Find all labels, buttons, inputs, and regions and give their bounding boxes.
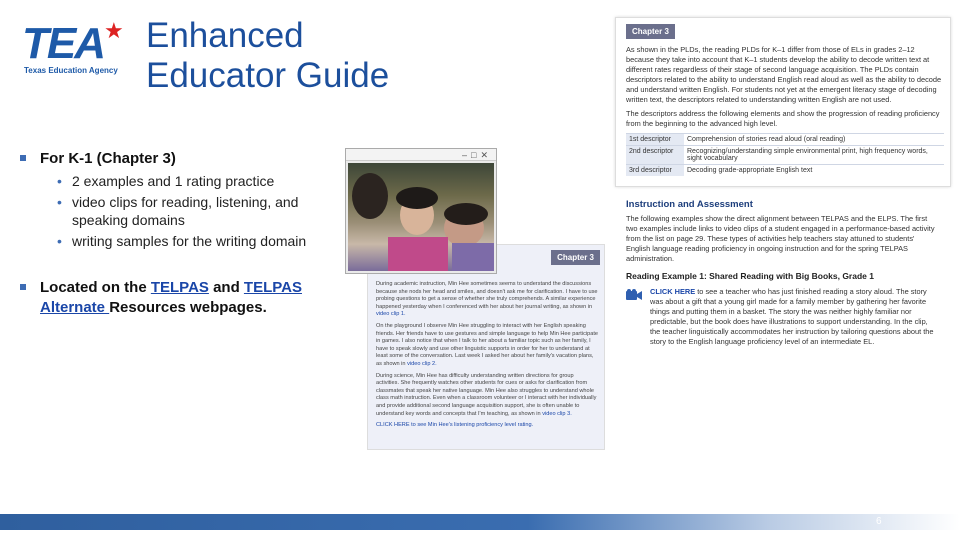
rating-link[interactable]: CLICK HERE to see Min Hee's listening proficiency level rating.	[376, 422, 534, 429]
notes-span: On the playground I observe Min Hee struggling to interact with her English speaking friends. Her friends have to use gestures and simple language to help Min Hee participate in games. I also notice that when I talk to her about a familiar topic such as her family, I have to speak slowly and use other linguistic supports in order for her to understand at least some of the conversation. Last week I asked her about her family's vacation plans, as shown in	[376, 322, 599, 367]
bullet-square-icon	[20, 155, 26, 161]
click-here-link[interactable]: CLICK HERE	[650, 287, 696, 296]
chapter-tag: Chapter 3	[626, 24, 675, 39]
bullet-text-mid: and	[208, 279, 244, 296]
slide-title	[146, 16, 466, 96]
instruction-section	[626, 199, 938, 264]
video-clip-link[interactable]: video clip 1.	[376, 311, 406, 318]
table-row	[626, 146, 944, 165]
example-body	[626, 287, 938, 347]
video-camera-icon[interactable]	[626, 289, 642, 301]
student-figure	[388, 237, 448, 271]
bullet-text-post: Resources webpages.	[109, 299, 267, 316]
notes-para	[376, 281, 598, 319]
footer-bar	[0, 514, 960, 530]
logo-subtitle: Texas Education Agency	[24, 66, 118, 75]
example-title: Reading Example 1: Shared Reading with Big Books, Grade 1	[626, 271, 874, 281]
page-number: 6	[876, 516, 882, 527]
bullet-dot-icon: •	[57, 194, 62, 210]
section-heading: Instruction and Assessment	[626, 199, 753, 210]
example-text: to see a teacher who has just finished reading a story aloud. The story was about a gift that a young girl made for a family member by gathering her favorite things and putting them in a basket. The story the was neither highly familiar nor predictable, but the book does have illustrations to support understanding. In the clip, the teacher linguistically accommodates her instruction by tailoring questions about the story to the English language proficiency level of an intermediate EL.	[650, 287, 934, 346]
doc-para: The descriptors address the following elements and show the progression of reading proficiency from the beginning to the advanced high level.	[626, 109, 940, 128]
bullet-dot-icon: •	[57, 173, 62, 189]
sub-bullet	[20, 193, 350, 229]
table-row	[626, 134, 944, 146]
table-row	[626, 165, 944, 177]
title-line-2: Educator Guide	[146, 56, 390, 95]
telpas-alternate-link[interactable]: TELPAS Alternate	[40, 279, 302, 316]
notes-para	[376, 373, 598, 419]
bullet-item	[20, 278, 350, 318]
bullet-square-icon	[20, 284, 26, 290]
doc-paragraphs	[626, 45, 944, 129]
chapter-tag: Chapter 3	[551, 250, 600, 265]
bullet-dot-icon: •	[57, 233, 62, 249]
bullet-item	[20, 149, 350, 169]
bullet-list	[20, 149, 350, 318]
bullet-text-pre: Located on the	[40, 279, 151, 296]
notes-span: During academic instruction, Min Hee sometimes seems to understand the discussions because she nods her head and smiles, and doesn't ask me for clarification. I have to use probing questions to get a sense of whether she truly comprehends. A similar experience happened yesterday when I conferenced with her about her journal writing, as shown in	[376, 281, 598, 310]
window-controls-icon[interactable]: –□✕	[462, 150, 492, 160]
notes-text	[376, 281, 598, 434]
table-cell: 2nd descriptor	[626, 146, 684, 165]
sub-bullet	[20, 232, 350, 250]
logo-wordmark: TEA	[22, 19, 104, 68]
doc-para: As shown in the PLDs, the reading PLDs for K–1 differ from those of ELs in grades 2–12 because they take into account that K–1 students develop the ability to decode written text at different rates regardless of their stage of second language acquisition. The PLDs contain descriptors related to the ability to understand English read aloud as well as the ability to decode and understand written English. For students not yet at the emergent literacy stage of decoding written text, the descriptors related to understanding written English are not used.	[626, 45, 942, 104]
example-para	[626, 287, 938, 347]
star-icon: ★	[104, 18, 124, 43]
student-figure	[396, 187, 438, 209]
student-figure	[352, 173, 388, 219]
section-para: The following examples show the direct alignment between TELPAS and the ELPS. The first two examples include links to video clips of a student engaged in a performance-based activity from the list on page 29. These types of activities help teachers stay attuned to students' English language reading proficiency in ongoing instruction and for the spring TELPAS administration.	[626, 214, 935, 263]
video-player-window[interactable]	[345, 148, 497, 274]
chapter-page-screenshot	[615, 17, 951, 187]
sub-bullet-text: 2 examples and 1 rating practice	[72, 173, 275, 189]
table-cell: Decoding grade-appropriate English text	[684, 165, 944, 177]
title-line-1: Enhanced	[146, 16, 304, 55]
table-cell: Recognizing/understanding simple environmental print, high frequency words, sight vocabulary	[684, 146, 944, 165]
tea-logo	[22, 18, 132, 78]
example-section	[626, 271, 938, 281]
table-cell: 1st descriptor	[626, 134, 684, 146]
student-figure	[452, 243, 494, 271]
sub-bullet	[20, 172, 350, 190]
student-notes-screenshot	[367, 244, 605, 450]
classroom-video-frame[interactable]	[348, 163, 494, 271]
bullet-text: For K-1 (Chapter 3)	[40, 150, 176, 167]
table-cell: Comprehension of stories read aloud (oral reading)	[684, 134, 944, 146]
table-cell: 3rd descriptor	[626, 165, 684, 177]
sub-bullet-text: writing samples for the writing domain	[72, 233, 307, 249]
window-titlebar	[346, 149, 496, 161]
notes-span: During science, Min Hee has difficulty understanding written directions for group activities. She frequently watches other students for cues or asks for clarification from classmates that speak her native language. Min Hee also struggles to understand whole class math instruction. Even when a classroom volunteer or I interact with her individually and provide additional second language acquisition support, she is often unable to understand key words and concepts that I'm teaching, as shown in	[376, 372, 597, 417]
sub-bullet-text: video clips for reading, listening, and speaking domains	[72, 194, 299, 228]
telpas-link[interactable]: TELPAS	[150, 279, 209, 296]
descriptor-table	[626, 133, 944, 176]
notes-para	[376, 323, 598, 369]
video-clip-link[interactable]: video clip 2.	[407, 360, 437, 367]
video-clip-link[interactable]: video clip 3.	[542, 410, 572, 417]
student-figure	[444, 203, 488, 225]
